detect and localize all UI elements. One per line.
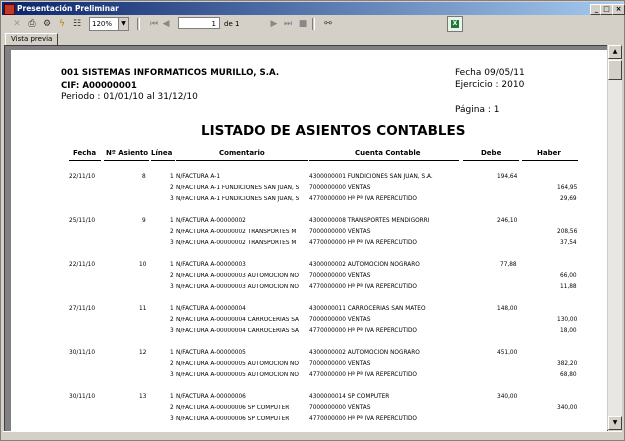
- entry-date: 25/11/10: [69, 218, 96, 224]
- column-header-fecha: Fecha: [73, 149, 97, 157]
- entry-number: 9: [142, 218, 146, 224]
- line-comment: N/FACTURA A-00000003 AUTOMOCION NO: [176, 273, 299, 279]
- line-number: 3: [170, 372, 174, 378]
- company-cif: CIF: A00000001: [61, 81, 137, 91]
- column-header-asiento: Nº Asiento: [106, 149, 149, 157]
- entry-date: 27/11/10: [69, 306, 96, 312]
- line-credit: 130,00: [557, 317, 578, 323]
- line-account: 4300000002 AUTOMOCION NOGRARO: [309, 262, 420, 268]
- preview-area: [4, 45, 608, 432]
- header-rule: [69, 160, 101, 161]
- line-debit: 451,00: [497, 350, 518, 356]
- entry-date: 30/11/10: [69, 394, 96, 400]
- line-debit: 148,00: [497, 306, 518, 312]
- title-bar: [2, 2, 623, 15]
- tab-strip: [3, 33, 622, 45]
- entry-number: 12: [139, 350, 147, 356]
- line-account: 7000000000 VENTAS: [309, 273, 371, 279]
- print-icon[interactable]: ⎙: [28, 19, 36, 29]
- tree-icon[interactable]: ☷: [72, 19, 82, 29]
- close-preview-icon[interactable]: ✕: [13, 19, 21, 29]
- line-account: 4770000000 Hª Pª IVA REPERCUTIDO: [309, 416, 417, 422]
- zoom-select[interactable]: [89, 17, 129, 31]
- line-comment: N/FACTURA A-1 FUNDICIONES SAN JUAN, S: [176, 185, 300, 191]
- export-excel-button[interactable]: [447, 16, 463, 32]
- line-account: 4300000001 FUNDICIONES SAN JUAN, S.A.: [309, 174, 433, 180]
- line-number: 1: [170, 350, 174, 356]
- line-comment: N/FACTURA A-00000003 AUTOMOCION NO: [176, 284, 299, 290]
- chevron-down-icon: ▼: [118, 18, 128, 30]
- status-bar: [3, 431, 622, 441]
- line-number: 3: [170, 416, 174, 422]
- line-comment: N/FACTURA A-1: [176, 174, 221, 180]
- entry-date: 22/11/10: [69, 174, 96, 180]
- header-rule: [309, 160, 459, 161]
- lightning-icon[interactable]: ϟ: [59, 19, 65, 29]
- line-number: 1: [170, 262, 174, 268]
- line-credit: 37,54: [560, 240, 577, 246]
- header-rule: [463, 160, 519, 161]
- line-comment: N/FACTURA A-1 FUNDICIONES SAN JUAN, S: [176, 196, 300, 202]
- line-comment: N/FACTURA A-00000005 AUTOMOCION NO: [176, 361, 299, 367]
- tab-vista-previa[interactable]: Vista previa: [5, 33, 58, 46]
- line-credit: 68,80: [560, 372, 577, 378]
- column-header-cuenta: Cuenta Contable: [355, 149, 421, 157]
- line-comment: N/FACTURA A-00000004 CARROCERIAS SA: [176, 328, 299, 334]
- line-comment: N/FACTURA A-00000006 SP COMPUTER: [176, 416, 290, 422]
- line-comment: N/FACTURA A-00000006: [176, 394, 246, 400]
- line-account: 7000000000 VENTAS: [309, 317, 371, 323]
- line-credit: 11,88: [560, 284, 577, 290]
- line-credit: 18,00: [560, 328, 577, 334]
- prev-page-icon[interactable]: ◀: [162, 19, 170, 29]
- scroll-thumb[interactable]: [608, 60, 622, 80]
- close-button[interactable]: ×: [612, 4, 625, 15]
- toolbar-separator: [137, 18, 140, 30]
- report-period: Periodo : 01/01/10 al 31/12/10: [61, 92, 198, 102]
- line-comment: N/FACTURA A-00000002 TRANSPORTES M: [176, 229, 297, 235]
- line-account: 4300000011 CARROCERIAS SAN MATEO: [309, 306, 426, 312]
- entry-number: 8: [142, 174, 146, 180]
- line-account: 4770000000 Hª Pª IVA REPERCUTIDO: [309, 240, 417, 246]
- line-number: 1: [170, 394, 174, 400]
- header-rule: [176, 160, 308, 161]
- line-credit: 340,00: [557, 405, 578, 411]
- line-credit: 164,95: [557, 185, 578, 191]
- line-number: 1: [170, 218, 174, 224]
- scroll-up-icon[interactable]: ▲: [608, 45, 622, 59]
- line-account: 4770000000 Hª Pª IVA REPERCUTIDO: [309, 372, 417, 378]
- toolbar-separator: [312, 18, 315, 30]
- column-header-debe: Debe: [481, 149, 502, 157]
- header-rule: [104, 160, 149, 161]
- line-account: 7000000000 VENTAS: [309, 405, 371, 411]
- column-header-comentario: Comentario: [219, 149, 265, 157]
- line-account: 4770000000 Hª Pª IVA REPERCUTIDO: [309, 196, 417, 202]
- vertical-scrollbar[interactable]: [607, 45, 622, 430]
- line-account: 4770000000 Hª Pª IVA REPERCUTIDO: [309, 284, 417, 290]
- line-comment: N/FACTURA A-00000002: [176, 218, 246, 224]
- report-page-number: Página : 1: [455, 105, 500, 115]
- line-number: 3: [170, 240, 174, 246]
- entry-number: 13: [139, 394, 147, 400]
- line-comment: N/FACTURA A-00000004 CARROCERIAS SA: [176, 317, 299, 323]
- line-number: 2: [170, 317, 174, 323]
- column-header-linea: Línea: [151, 149, 173, 157]
- line-credit: 208,56: [557, 229, 578, 235]
- entry-number: 10: [139, 262, 147, 268]
- line-debit: 77,88: [500, 262, 517, 268]
- line-number: 3: [170, 196, 174, 202]
- line-comment: N/FACTURA A-00000004: [176, 306, 246, 312]
- page-total-label: de 1: [224, 20, 240, 28]
- excel-icon: X: [452, 20, 458, 27]
- line-number: 2: [170, 229, 174, 235]
- binoculars-icon[interactable]: ⚯: [324, 19, 332, 29]
- line-debit: 194,64: [497, 174, 518, 180]
- line-number: 2: [170, 405, 174, 411]
- line-credit: 29,69: [560, 196, 577, 202]
- page-input[interactable]: 1: [178, 17, 220, 29]
- line-comment: N/FACTURA A-00000003: [176, 262, 246, 268]
- line-account: 4300000002 AUTOMOCION NOGRARO: [309, 350, 420, 356]
- report-date: Fecha 09/05/11: [455, 68, 525, 78]
- next-page-icon[interactable]: ▶: [270, 19, 278, 29]
- line-account: 7000000000 VENTAS: [309, 185, 371, 191]
- toolbar: [3, 16, 622, 33]
- line-account: 7000000000 VENTAS: [309, 361, 371, 367]
- minimize-button[interactable]: _: [590, 4, 603, 15]
- line-comment: N/FACTURA A-00000002 TRANSPORTES M: [176, 240, 297, 246]
- line-comment: N/FACTURA A-00000005: [176, 350, 246, 356]
- line-number: 3: [170, 328, 174, 334]
- line-account: 4300000008 TRANSPORTES MENDIGORRI: [309, 218, 430, 224]
- report-fiscal-year: Ejercicio : 2010: [455, 80, 525, 90]
- last-page-icon[interactable]: ⏭: [283, 19, 293, 29]
- line-credit: 66,00: [560, 273, 577, 279]
- line-number: 1: [170, 306, 174, 312]
- window-title: Presentación Preliminar: [17, 4, 119, 13]
- scroll-down-icon[interactable]: ▼: [608, 416, 622, 430]
- header-rule: [522, 160, 578, 161]
- line-number: 1: [170, 174, 174, 180]
- line-account: 7000000000 VENTAS: [309, 229, 371, 235]
- line-credit: 382,20: [557, 361, 578, 367]
- line-comment: N/FACTURA A-00000005 AUTOMOCION NO: [176, 372, 299, 378]
- line-account: 4300000014 SP COMPUTER: [309, 394, 390, 400]
- report-page: [11, 50, 607, 432]
- entry-date: 22/11/10: [69, 262, 96, 268]
- print-setup-icon[interactable]: ⚙: [42, 19, 52, 29]
- line-number: 2: [170, 185, 174, 191]
- maximize-button[interactable]: □: [600, 4, 613, 15]
- line-number: 2: [170, 361, 174, 367]
- company-name: 001 SISTEMAS INFORMATICOS MURILLO, S.A.: [61, 68, 280, 78]
- line-debit: 246,10: [497, 218, 518, 224]
- report-title: LISTADO DE ASIENTOS CONTABLES: [201, 123, 466, 139]
- first-page-icon[interactable]: ⏮: [149, 19, 159, 29]
- entry-number: 11: [139, 306, 147, 312]
- line-number: 3: [170, 284, 174, 290]
- entry-date: 30/11/10: [69, 350, 96, 356]
- line-comment: N/FACTURA A-00000006 SP COMPUTER: [176, 405, 290, 411]
- line-debit: 340,00: [497, 394, 518, 400]
- line-account: 4770000000 Hª Pª IVA REPERCUTIDO: [309, 328, 417, 334]
- line-number: 2: [170, 273, 174, 279]
- column-header-haber: Haber: [537, 149, 561, 157]
- header-rule: [151, 160, 175, 161]
- zoom-value: 120%: [92, 20, 113, 28]
- app-icon: [4, 4, 15, 15]
- stop-icon[interactable]: ■: [298, 19, 308, 29]
